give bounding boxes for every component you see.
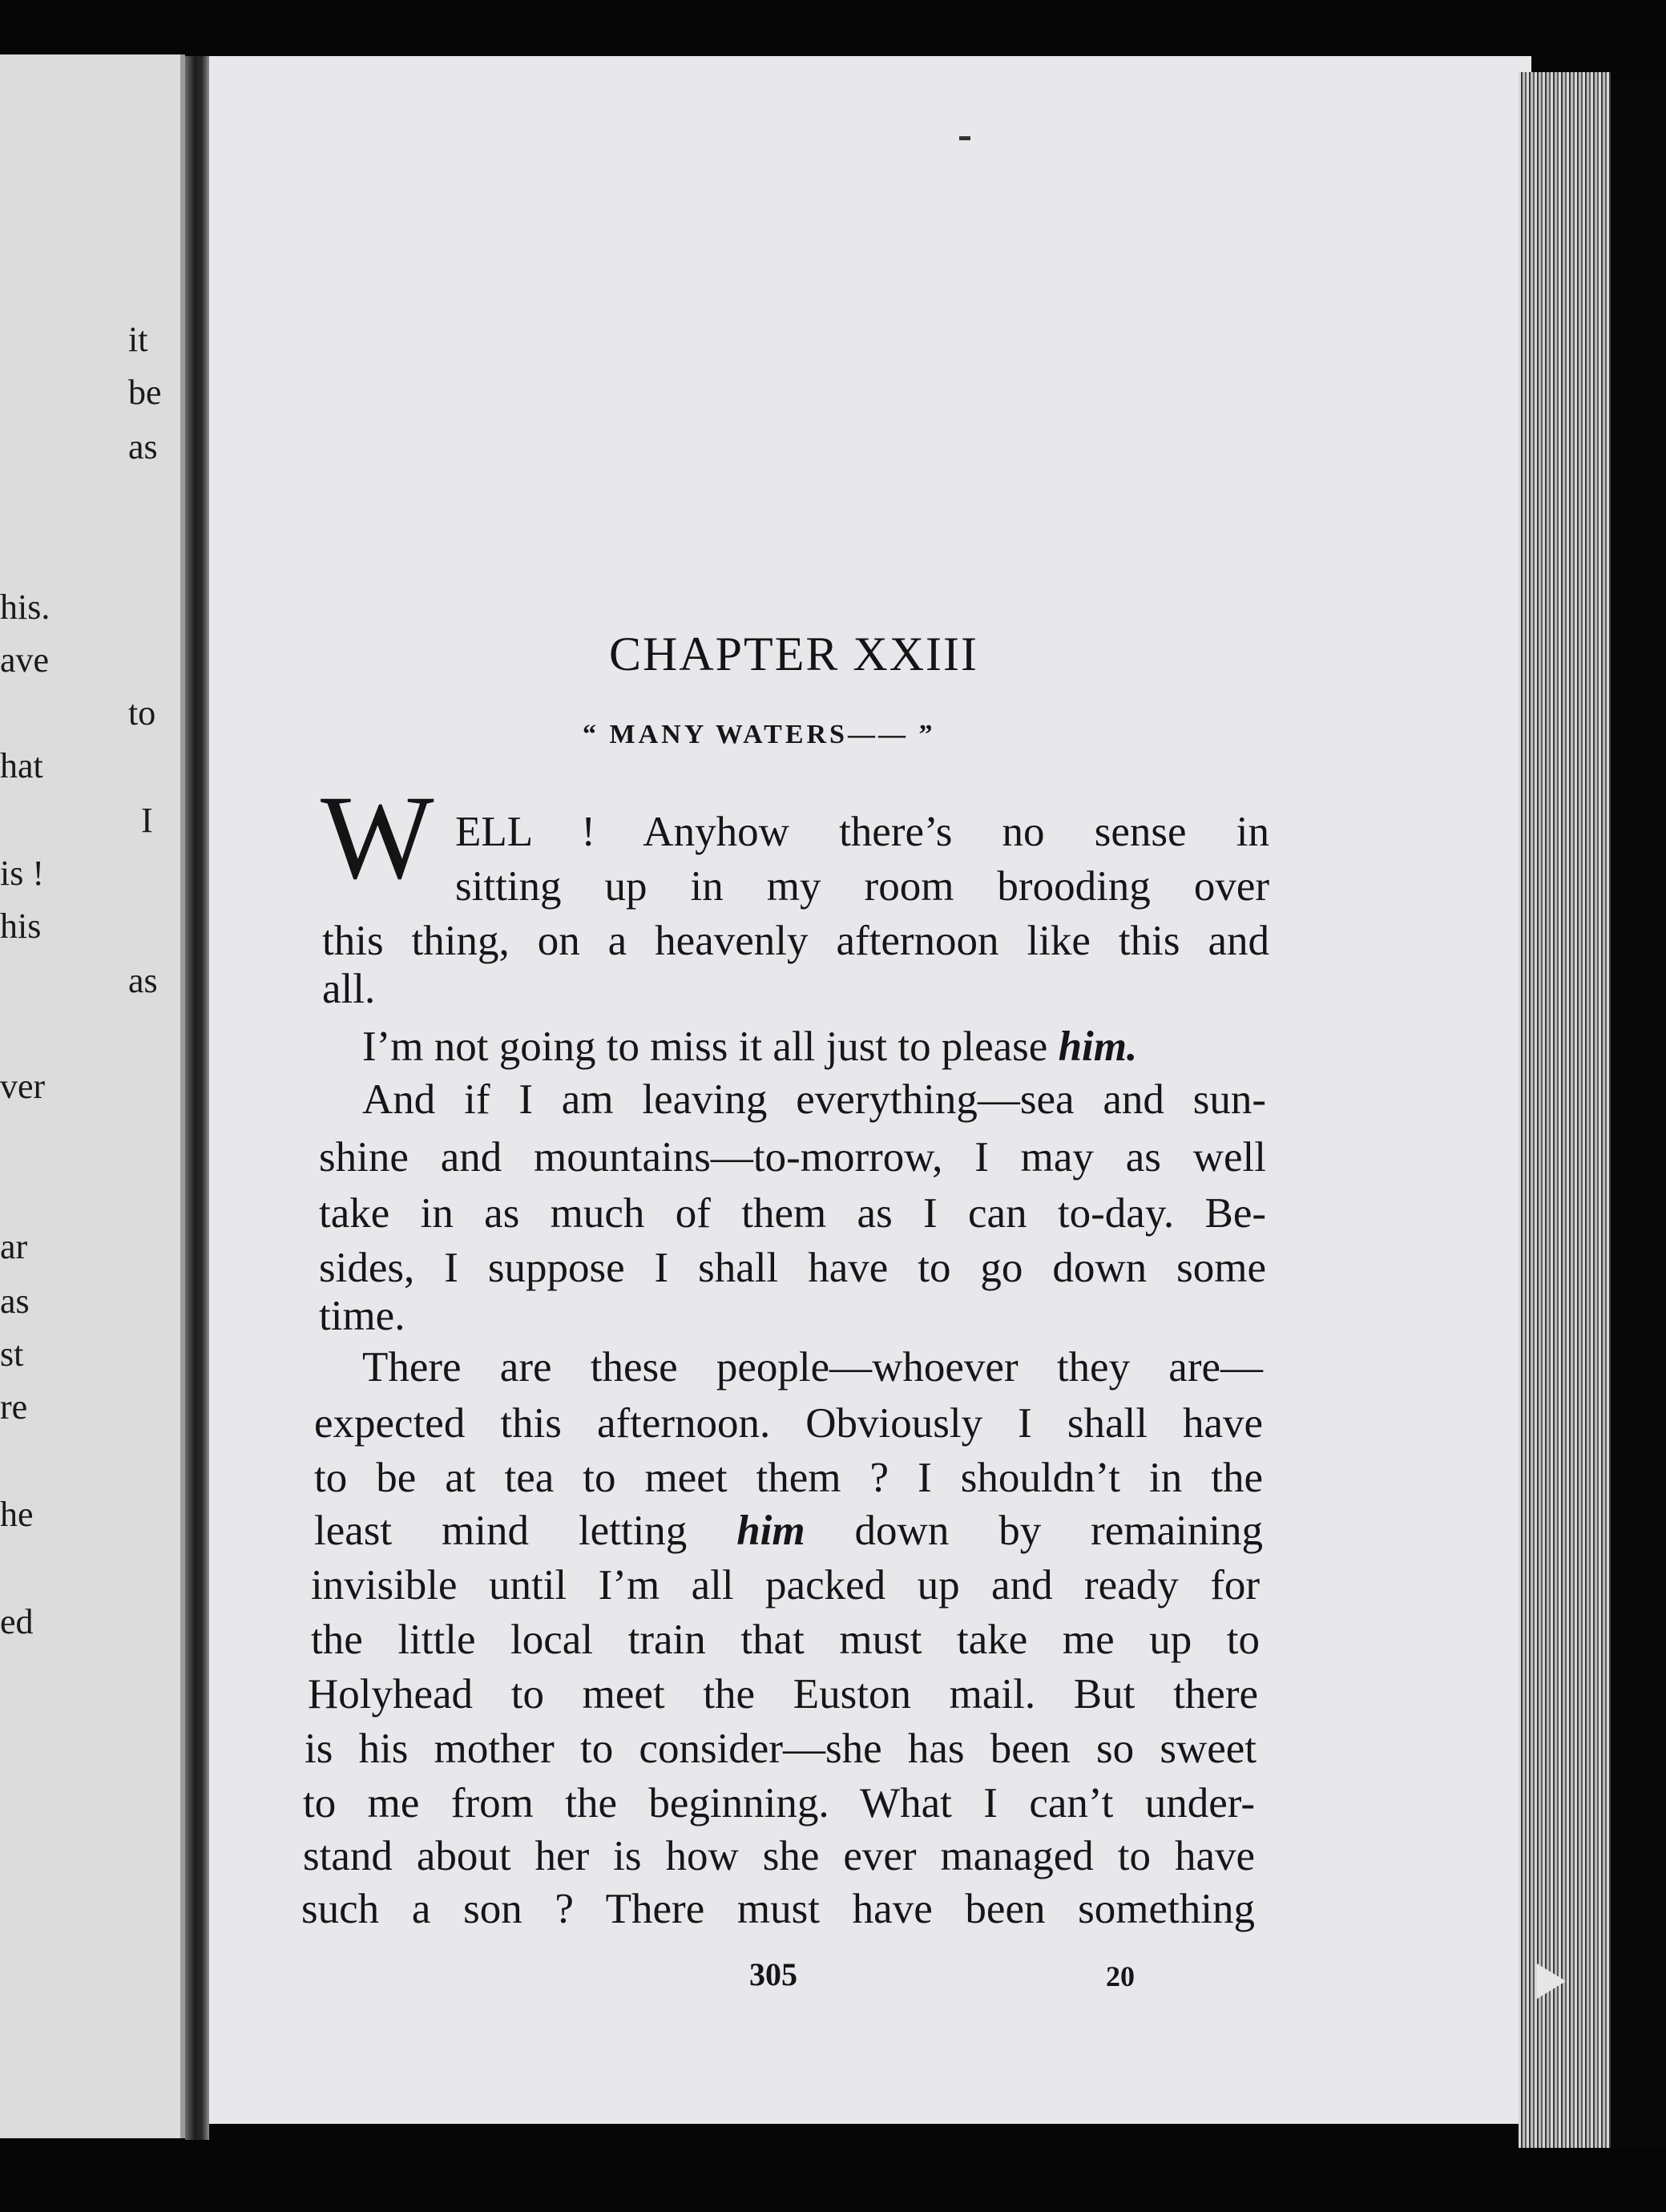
page-number: 305 bbox=[749, 1956, 797, 1992]
emphasis-word: him bbox=[736, 1508, 805, 1554]
print-mark bbox=[959, 136, 970, 140]
signature-mark: 20 bbox=[1106, 1960, 1135, 1992]
left-page-fragment: his. bbox=[0, 587, 50, 627]
text-run: least mind letting bbox=[314, 1508, 737, 1554]
text-line bbox=[362, 1023, 1138, 1070]
left-page-fragment: ave bbox=[0, 640, 50, 680]
text-line: this thing, on a heavenly afternoon like this and bbox=[322, 918, 1269, 964]
left-page-fragment: as bbox=[0, 1282, 30, 1321]
text-line: There are these people—whoever they are— bbox=[362, 1344, 1263, 1391]
text-line: such a son ? There must have been something bbox=[301, 1886, 1255, 1932]
text-line: Holyhead to meet the Euston mail. But there bbox=[308, 1671, 1258, 1718]
left-page-fragment: his bbox=[0, 906, 42, 946]
facing-page bbox=[0, 54, 185, 2138]
page-edges bbox=[1519, 72, 1611, 2148]
left-page-fragment: hat bbox=[0, 746, 43, 785]
left-page-fragment: to bbox=[128, 693, 156, 733]
text-line: is his mother to consider—she has been so sweet bbox=[305, 1726, 1257, 1772]
text-line: time. bbox=[319, 1293, 405, 1339]
page-tab-marker bbox=[1537, 1964, 1566, 1999]
left-page-fragment: ar bbox=[0, 1227, 28, 1266]
text-line: to me from the beginning. What I can’t under- bbox=[303, 1780, 1255, 1827]
text-run: down by remaining bbox=[805, 1508, 1263, 1554]
drop-cap: W bbox=[321, 771, 434, 904]
left-page-fragment: re bbox=[0, 1387, 28, 1427]
left-page-fragment: ver bbox=[0, 1067, 46, 1106]
text-line: sides, I suppose I shall have to go down some bbox=[319, 1245, 1266, 1291]
left-page-fragment: as bbox=[128, 427, 158, 466]
text-line: sitting up in my room brooding over bbox=[455, 863, 1269, 910]
chapter-title: CHAPTER XXIII bbox=[609, 628, 978, 680]
left-page-fragment: as bbox=[128, 961, 158, 1000]
left-page-fragment: is ! bbox=[0, 854, 44, 893]
text-line bbox=[314, 1510, 1263, 1552]
text-line: ELL ! Anyhow there’s no sense in bbox=[455, 809, 1269, 855]
left-page-fragment: I bbox=[141, 801, 153, 840]
text-line: the little local train that must take me up to bbox=[311, 1617, 1260, 1663]
text-line: invisible until I’m all packed up and ready for bbox=[311, 1562, 1260, 1609]
text-line: to be at tea to meet them ? I shouldn’t in the bbox=[314, 1455, 1263, 1501]
text-line: shine and mountains—to-morrow, I may as well bbox=[319, 1134, 1266, 1181]
left-page-fragment: ed bbox=[0, 1602, 34, 1641]
left-page-fragment: st bbox=[0, 1334, 24, 1374]
left-page-fragment: he bbox=[0, 1495, 34, 1534]
emphasis-word: him. bbox=[1058, 1023, 1138, 1070]
left-page-fragment: be bbox=[128, 373, 162, 412]
text-line: all. bbox=[322, 966, 376, 1012]
text-line: And if I am leaving everything—sea and sun- bbox=[362, 1076, 1266, 1123]
book-gutter bbox=[185, 56, 209, 2140]
text-line: stand about her is how she ever managed to have bbox=[303, 1833, 1255, 1879]
text-line: take in as much of them as I can to-day. Be- bbox=[319, 1190, 1266, 1237]
page-edge-shadow bbox=[1611, 80, 1666, 2148]
left-page-fragment: it bbox=[128, 320, 148, 359]
chapter-subtitle: “ MANY WATERS—— ” bbox=[583, 720, 936, 749]
text-line: expected this afternoon. Obviously I shall have bbox=[314, 1400, 1263, 1447]
text-run: I’m not going to miss it all just to please bbox=[362, 1023, 1059, 1070]
